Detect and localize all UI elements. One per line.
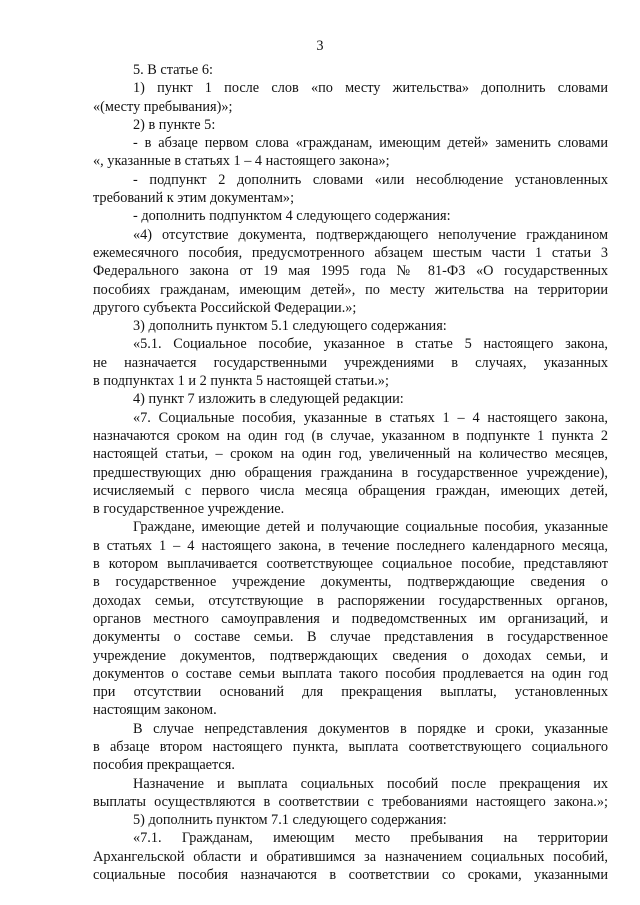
text-line: 4) пункт 7 изложить в следующей редакции:	[133, 391, 404, 408]
text-line: «5.1. Социальное пособие, указанное в статье 5 настоящего закона,	[133, 336, 608, 353]
text-line: «4) отсутствие документа, подтверждающего неполучение гражданином	[133, 226, 608, 243]
text-line: предшествующих дню обращения гражданина в государственное учреждение),	[93, 464, 608, 481]
text-line: 1) пункт 1 после слов «по месту жительства» дополнить словами	[133, 80, 608, 97]
text-line: документов о составе семьи выплата такого пособия продлевается на один год	[93, 665, 608, 682]
text-line: в государственное учреждение документы, подтверждающие сведения о	[93, 574, 608, 591]
text-line: доходах семьи, отсутствующие в распоряжении государственных органов,	[93, 592, 608, 609]
text-line: в абзаце втором настоящего пункта, выплата соответствующего социального	[93, 738, 608, 755]
text-line: Федерального закона от 19 мая 1995 года № 81-ФЗ «О государственных	[93, 263, 608, 280]
text-line: - в абзаце первом слова «гражданам, имеющим детей» заменить словами	[133, 135, 608, 152]
text-line: 5) дополнить пунктом 7.1 следующего содержания:	[133, 812, 447, 829]
text-line: ежемесячного пособия, предусмотренного абзацем шестым части 1 статьи 3	[93, 244, 608, 261]
text-line: органов местного самоуправления и подведомственных им организаций, и	[93, 610, 608, 627]
text-line: - дополнить подпунктом 4 следующего содержания:	[133, 208, 451, 225]
text-line: 2) в пункте 5:	[133, 116, 216, 133]
text-line: исчисляемый с первого числа месяца обращения граждан, имеющих детей,	[93, 482, 608, 499]
text-line: другого субъекта Российской Федерации.»;	[93, 299, 357, 316]
text-line: пособия прекращается.	[93, 757, 235, 774]
text-line: пособиях гражданам, имеющим детей», по месту жительства на территории	[93, 281, 608, 298]
text-line: В случае непредставления документов в порядке и сроки, указанные	[133, 720, 608, 737]
text-line: «7. Социальные пособия, указанные в статьях 1 – 4 настоящего закона,	[133, 409, 608, 426]
text-line: учреждение документов, подтверждающих сведения о доходах семьи, и	[93, 647, 608, 664]
text-line: настоящей статьи, – сроком на один год, увеличенный на количество месяцев,	[93, 446, 608, 463]
text-line: в государственное учреждение.	[93, 501, 285, 518]
text-line: в подпунктах 1 и 2 пункта 5 настоящей статьи.»;	[93, 373, 389, 390]
text-line: 3) дополнить пунктом 5.1 следующего содержания:	[133, 318, 447, 335]
text-line: Архангельской области и обратившимся за назначением социальных пособий,	[93, 848, 608, 865]
text-line: в статьях 1 – 4 настоящего закона, в течение последнего календарного месяца,	[93, 537, 608, 554]
text-line: социальные пособия назначаются в соответствии со сроками, указанными	[93, 867, 608, 884]
text-line: требований к этим документам»;	[93, 190, 295, 207]
text-line: 5. В статье 6:	[133, 62, 213, 78]
text-line: Граждане, имеющие детей и получающие социальные пособия, указанные	[133, 519, 608, 536]
text-line: назначаются сроком на один год (в случае, указанном в подпункте 1 пункта 2	[93, 427, 608, 444]
text-line: Назначение и выплата социальных пособий после прекращения их	[133, 775, 608, 792]
document-body	[93, 61, 608, 884]
text-line: «7.1. Гражданам, имеющим место пребывания на территории	[133, 830, 608, 847]
text-line: настоящим законом.	[93, 702, 217, 719]
text-line: не назначается государственными учреждениями в случаях, указанных	[93, 354, 608, 371]
text-line: в котором выплачивается соответствующее социальное пособие, представляют	[93, 556, 608, 573]
text-line: документы о составе семьи. В случае представления в государственное	[93, 629, 608, 646]
text-line: - подпункт 2 дополнить словами «или несоблюдение установленных	[133, 171, 608, 188]
text-line: при отсутствии оснований для прекращения выплаты, установленных	[93, 684, 608, 701]
text-line: выплаты осуществляются в соответствии с требованиями настоящего закона.»;	[93, 793, 608, 810]
page-number: 3	[316, 38, 324, 54]
text-line: «, указанные в статьях 1 – 4 настоящего закона»;	[93, 153, 390, 170]
text-line: «(месту пребывания)»;	[93, 98, 233, 115]
